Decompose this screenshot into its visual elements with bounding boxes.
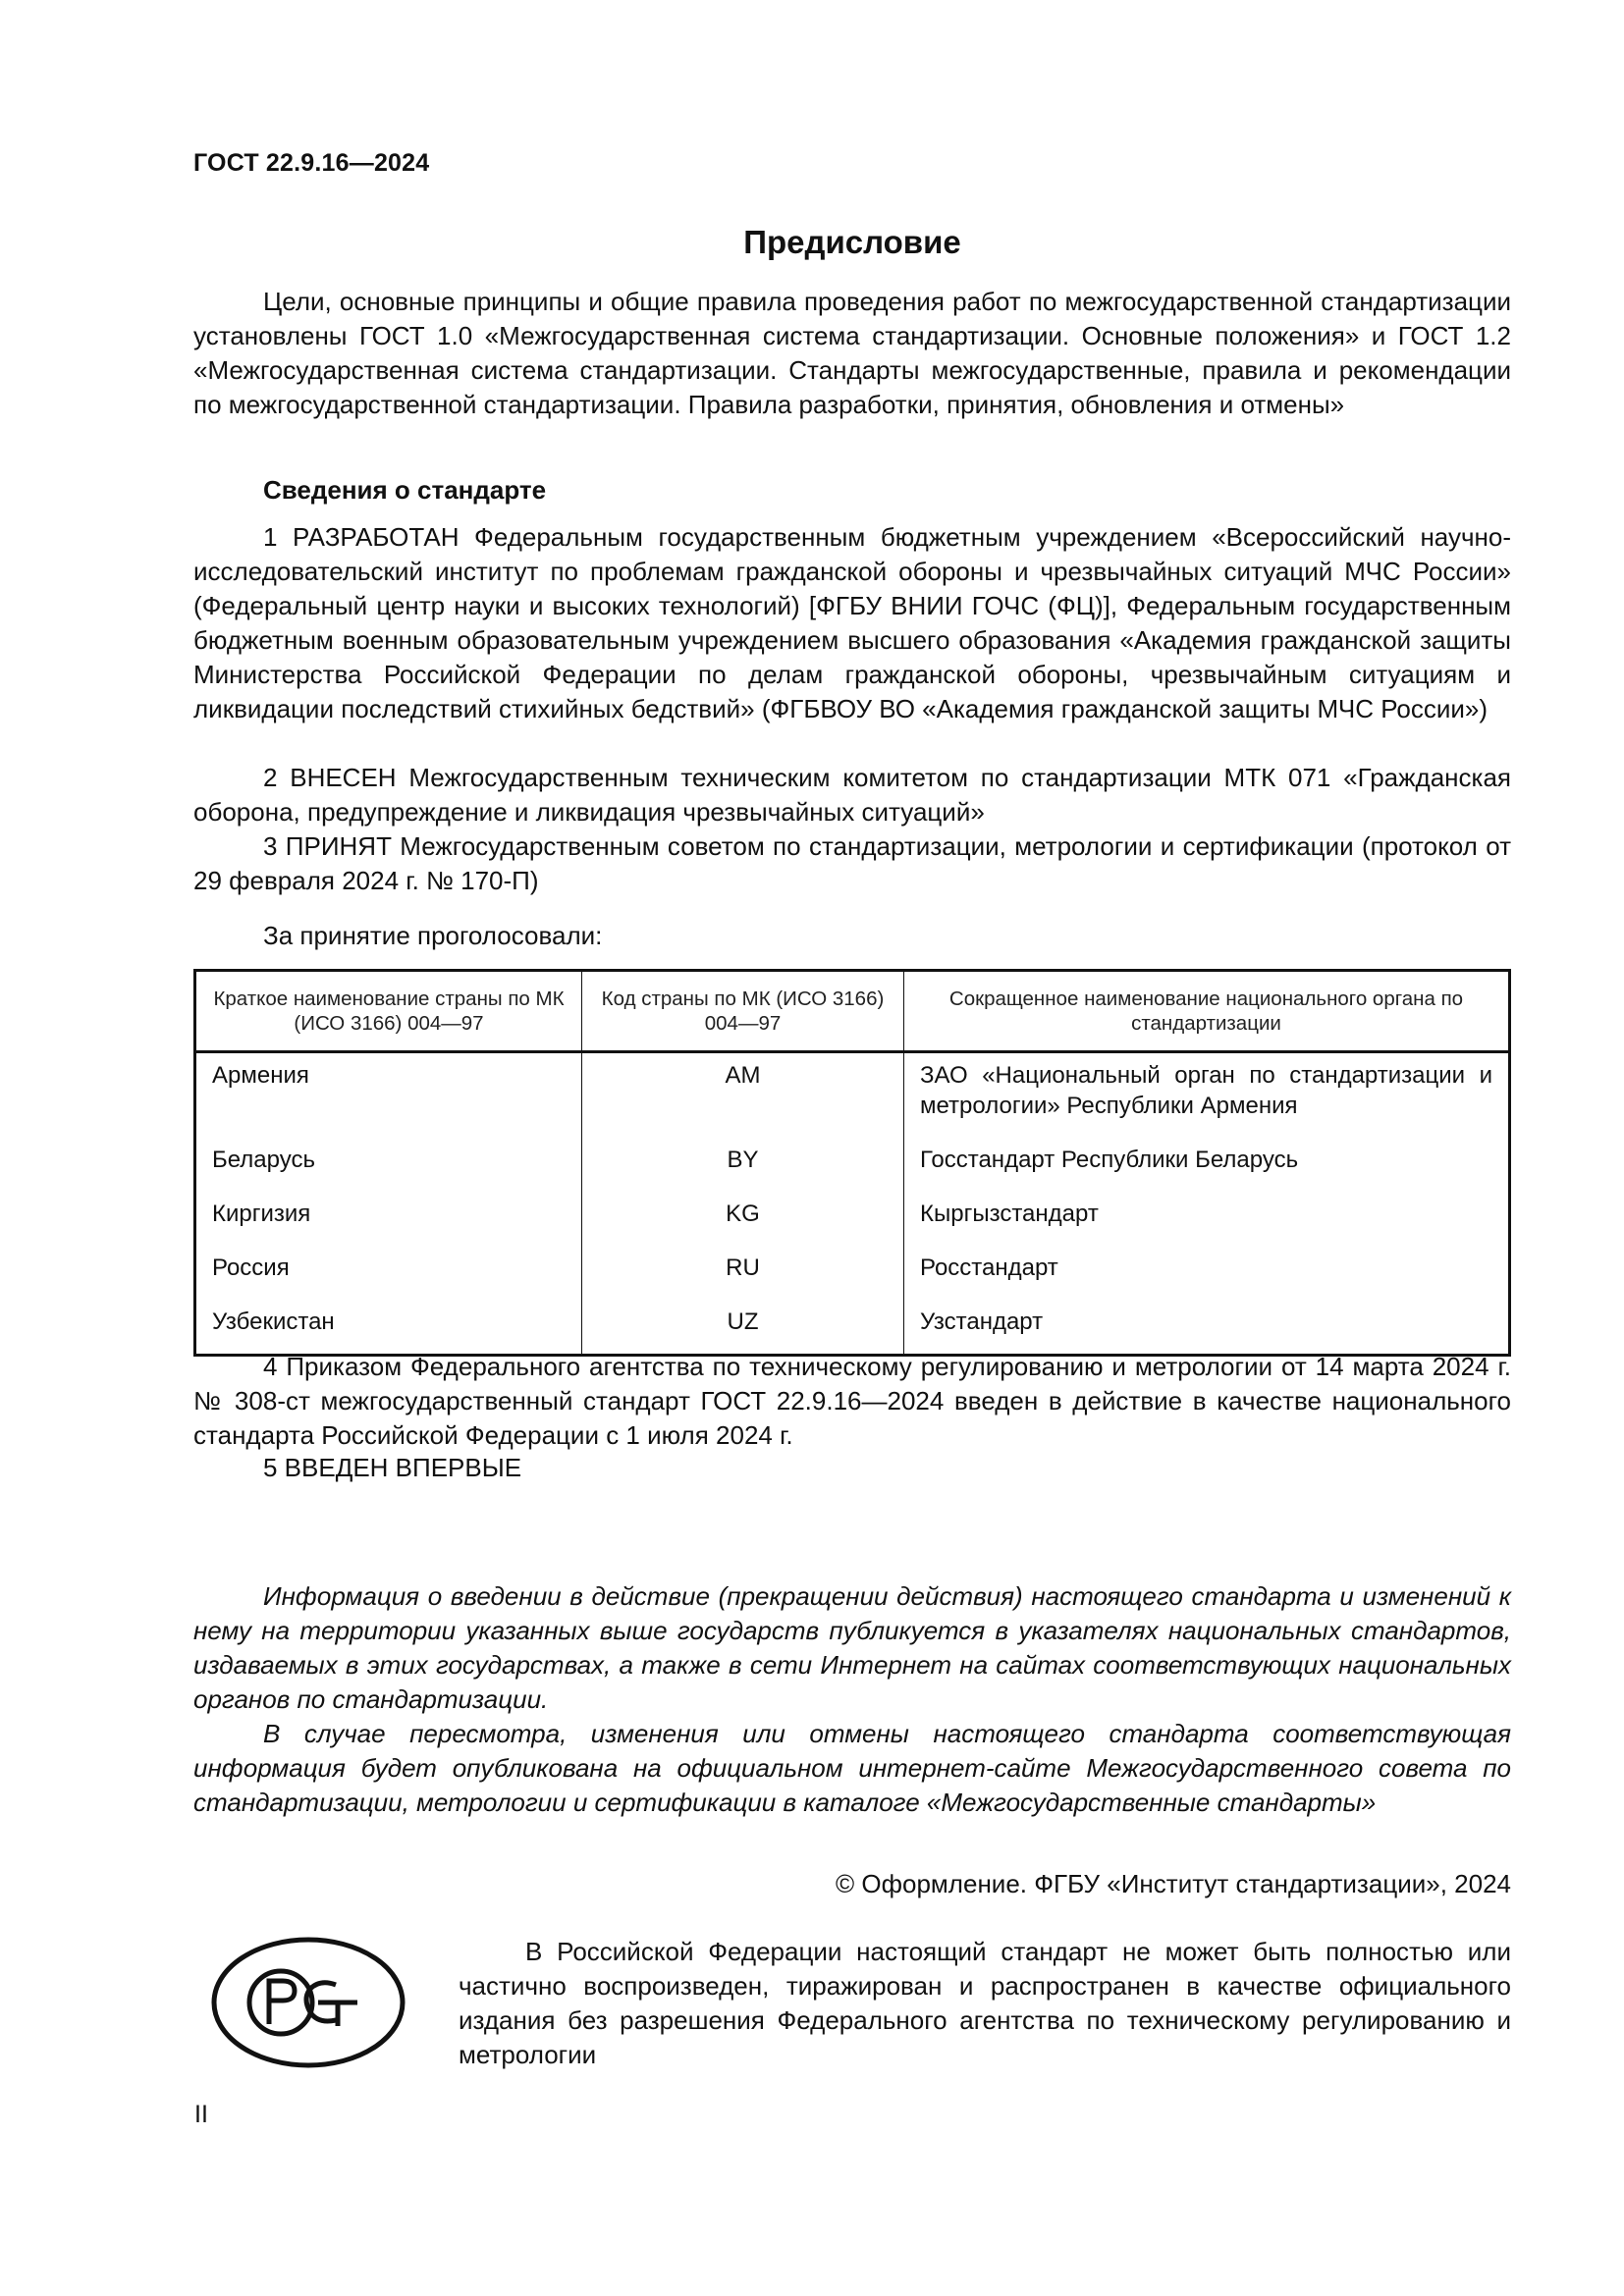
notice-publication-info: Информация о введении в действие (прекращении действия) настоящего стандарта и изменений к нему на территории указанных выше государств публикуется в указателях национальных стандартов, издаваемых в этих государствах, а также в сети Интернет на сайтах соответствующих национальных органов по стандартизации.	[193, 1581, 1511, 1714]
item-3-adopted: 3 ПРИНЯТ Межгосударственным советом по стандартизации, метрологии и сертификации (протокол от 29 февраля 2024 г. № 170-П)	[193, 831, 1511, 895]
item-4-order: 4 Приказом Федерального агентства по техническому регулированию и метрологии от 14 марта 2024 г. № 308-ст межгосударственный стандарт ГОСТ 22.9.16—2024 введен в действие в качестве национального стандарта Российской Федерации с 1 июля 2024 г.	[193, 1352, 1511, 1450]
page-title: Предисловие	[743, 224, 961, 260]
cell-code: RU	[582, 1246, 904, 1300]
cell-body: Росстандарт	[920, 1255, 1058, 1281]
info-heading: Сведения о стандарте	[263, 475, 547, 505]
preface-intro: Цели, основные принципы и общие правила проведения работ по межгосударственной стандартизации установлены ГОСТ 1.0 «Межгосударственная система стандартизации. Основные положения» и ГОСТ 1.2 «Межгосударственная система стандартизации. Стандарты межгосударственные, правила и рекомендации по межгосударственной стандартизации. Правила разработки, принятия, обновления и отмены»	[193, 287, 1511, 419]
header-code: Код страны по МК (ИСО 3166) 004—97	[582, 971, 904, 1052]
table-row	[195, 1192, 1510, 1246]
cell-body: Узстандарт	[920, 1308, 1044, 1335]
cell-country: Беларусь	[195, 1138, 582, 1192]
document-code: ГОСТ 22.9.16—2024	[193, 149, 430, 177]
pct-logo	[210, 1936, 406, 2069]
member-states-table	[193, 969, 1511, 1357]
voted-label: За принятие проголосовали:	[263, 921, 603, 950]
notice-revision-info: В случае пересмотра, изменения или отмены настоящего стандарта соответствующая информация будет опубликована на официальном интернет-сайте Межгосударственного совета по стандартизации, метрологии и сертификации в каталоге «Межгосударственные стандарты»	[193, 1719, 1511, 1817]
item-2-submitted: 2 ВНЕСЕН Межгосударственным техническим комитетом по стандартизации МТК 071 «Гражданская оборона, предупреждение и ликвидация чрезвычайных ситуаций»	[193, 763, 1511, 827]
cell-body: Кыргызстандарт	[920, 1201, 1099, 1227]
header-body: Сокращенное наименование национального органа по стандартизации	[904, 971, 1510, 1052]
item-5-first-introduced: 5 ВВЕДЕН ВПЕРВЫЕ	[263, 1453, 522, 1482]
cell-country: Узбекистан	[195, 1300, 582, 1356]
table-row	[195, 1138, 1510, 1192]
item-1-developed: 1 РАЗРАБОТАН Федеральным государственным бюджетным учреждением «Всероссийский научно-исследовательский институт по проблемам гражданской обороны и чрезвычайных ситуаций МЧС России» (Федеральный центр науки и высоких технологий) [ФГБУ ВНИИ ГОЧС (ФЦ)], Федеральным государственным бюджетным военным образовательным учреждением высшего образования «Академия гражданской защиты Министерства Российской Федерации по делам гражданской обороны, чрезвычайным ситуациям и ликвидации последствий стихийных бедствий» (ФГБВОУ ВО «Академия гражданской защиты МЧС России»)	[193, 522, 1511, 723]
header-country: Краткое наименование страны по МК (ИСО 3166) 004—97	[195, 971, 582, 1052]
cell-body: ЗАО «Национальный орган по стандартизации и метрологии» Республики Армения	[920, 1062, 1492, 1119]
cell-code: AM	[582, 1052, 904, 1139]
cell-country: Киргизия	[195, 1192, 582, 1246]
table-header-row	[195, 971, 1510, 1052]
cell-country: Россия	[195, 1246, 582, 1300]
table-row	[195, 1246, 1510, 1300]
table-row	[195, 1300, 1510, 1356]
cell-country: Армения	[195, 1052, 582, 1139]
cell-code: BY	[582, 1138, 904, 1192]
page-number: II	[194, 2101, 208, 2128]
reproduction-notice: В Российской Федерации настоящий стандарт не может быть полностью или частично воспроизведен, тиражирован и распространен в качестве официального издания без разрешения Федерального агентства по техническому регулированию и метрологии	[459, 1937, 1511, 2069]
cell-body: Госстандарт Республики Беларусь	[920, 1147, 1299, 1173]
cell-code: UZ	[582, 1300, 904, 1356]
table-row	[195, 1052, 1510, 1139]
cell-code: KG	[582, 1192, 904, 1246]
copyright-notice: © Оформление. ФГБУ «Институт стандартизации», 2024	[836, 1869, 1511, 1898]
